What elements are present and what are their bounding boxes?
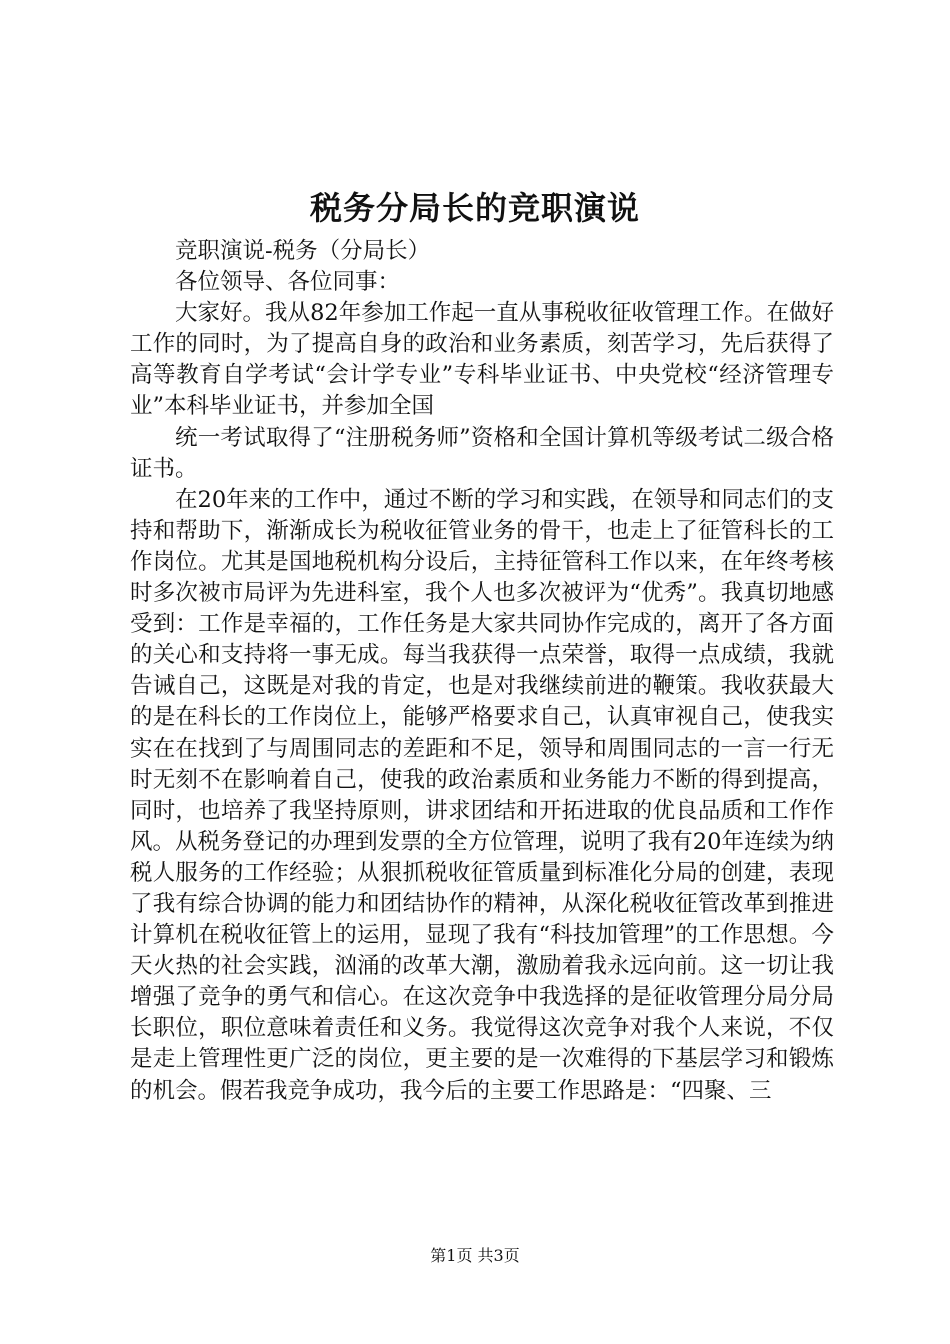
- paragraph-salutation: 各位领导、各位同事：: [175, 269, 401, 296]
- paragraph-certificates: 统一考试取得了“注册税务师”资格和全国计算机等级考试二级合格证书。: [130, 424, 834, 482]
- page-title: 税务分局长的竞职演说: [309, 189, 640, 227]
- paragraph-introduction: 大家好。我从82年参加工作起一直从事税收征收管理工作。在做好工作的同时，为了提高自身的政治和业务素质，刻苦学习，先后获得了高等教育自学考试“会计学专业”专科毕业证书、中央党校“经济管理专业”本科毕业证书，并参加全国: [130, 300, 834, 420]
- paragraph-experience: 在20年来的工作中，通过不断的学习和实践，在领导和同志们的支持和帮助下，渐渐成长为税收征管业务的骨干，也走上了征管科长的工作岗位。尤其是国地税机构分设后，主持征管科工作以来，在年终考核时多次被市局评为先进科室，我个人也多次被评为“优秀”。我真切地感受到：工作是幸福的，工作任务是大家共同协作完成的，离开了各方面的关心和支持将一事无成。每当我获得一点荣誉，取得一点成绩，我就告诫自己，这既是对我的肯定，也是对我继续前进的鞭策。我收获最大的是在科长的工作岗位上，能够严格要求自己，认真审视自己，使我实实在在找到了与周围同志的差距和不足，领导和周围同志的一言一行无时无刻不在影响着自己，使我的政治素质和业务能力不断的得到提高，同时，也培养了我坚持原则，讲求团结和开拓进取的优良品质和工作作风。从税务登记的办理到发票的全方位管理，说明了我有20年连续为纳税人服务的工作经验；从狠抓税收征管质量到标准化分局的创建，表现了我有综合协调的能力和团结协作的精神，从深化税收征管改革到推进计算机在税收征管上的运用，显现了我有“科技加管理”的工作思想。今天火热的社会实践，汹涌的改革大潮，激励着我永远向前。这一切让我增强了竞争的勇气和信心。在这次竞争中我选择的是征收管理分局分局长职位，职位意味着责任和义务。我觉得这次竞争对我个人来说，不仅是走上管理性更广泛的岗位，更主要的是一次难得的下基层学习和锻炼的机会。假若我竞争成功，我今后的主要工作思路是：“四聚、三: [130, 486, 834, 1104]
- page-footer: 第1页 共3页: [430, 1246, 520, 1265]
- document-body: [130, 236, 834, 1107]
- paragraph-subtitle: 竞职演说-税务（分局长）: [175, 238, 431, 264]
